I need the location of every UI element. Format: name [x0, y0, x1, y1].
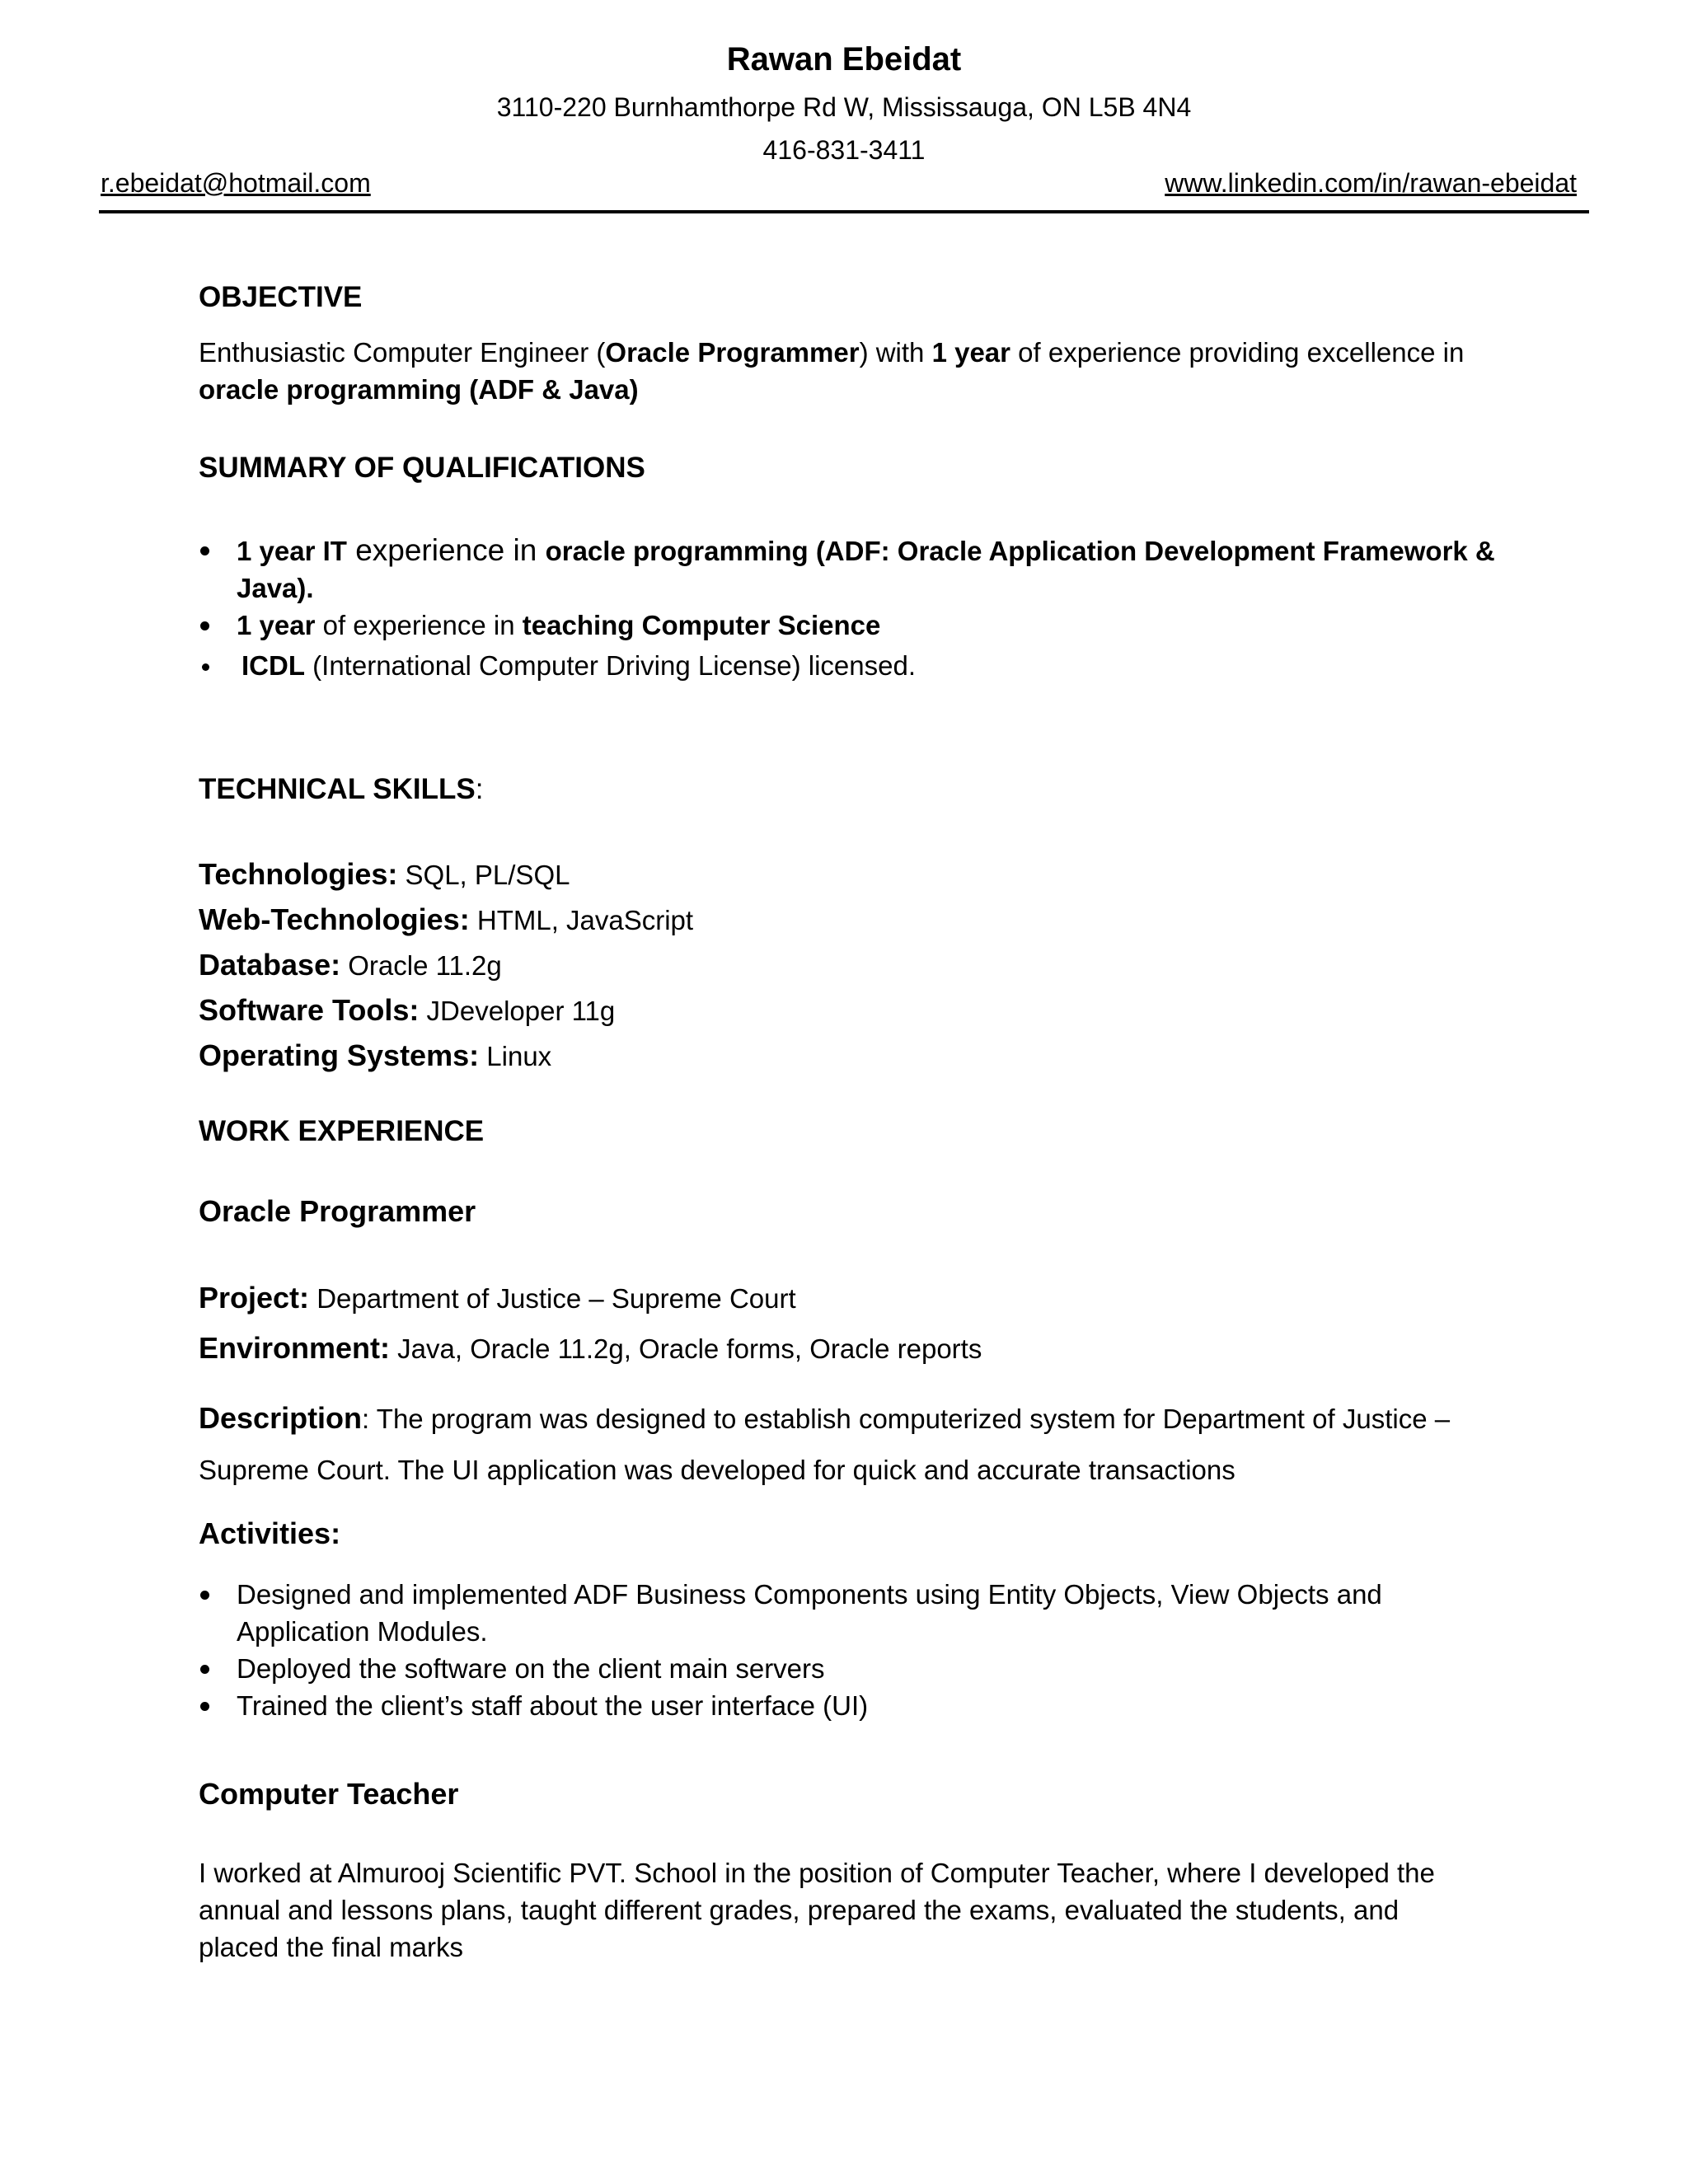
applicant-name: Rawan Ebeidat	[726, 41, 962, 77]
summary-list	[199, 532, 1501, 684]
job1-details	[199, 1273, 1501, 1374]
job-title-computer-teacher: Computer Teacher	[199, 1777, 459, 1811]
list-item: ICDL (International Computer Driving License) licensed.	[199, 647, 1501, 684]
project-line: Project: Department of Justice – Supreme Court	[199, 1281, 796, 1315]
skill-row: Web-Technologies: HTML, JavaScript	[199, 902, 694, 936]
email-link[interactable]: r.ebeidat@hotmail.com	[101, 168, 371, 198]
list-item: 1 year of experience in teaching Computer Science	[199, 607, 1501, 644]
environment-line: Environment: Java, Oracle 11.2g, Oracle forms, Oracle reports	[199, 1331, 982, 1365]
skill-row: Technologies: SQL, PL/SQL	[199, 857, 570, 891]
bullet-icon	[200, 1702, 209, 1711]
skill-row: Database: Oracle 11.2g	[199, 948, 502, 982]
work-heading: WORK EXPERIENCE	[199, 1115, 485, 1147]
bullet-icon	[202, 663, 209, 671]
bullet-icon	[200, 1591, 209, 1600]
skills-heading: TECHNICAL SKILLS:	[199, 773, 484, 805]
job-title-oracle-programmer: Oracle Programmer	[199, 1194, 476, 1228]
activities-list	[199, 1576, 1501, 1724]
activities-heading: Activities:	[199, 1516, 341, 1550]
list-item: 1 year IT experience in oracle programming (ADF: Oracle Application Development Framework & Java).	[199, 532, 1501, 607]
list-item: Trained the client’s staff about the user interface (UI)	[199, 1687, 1501, 1724]
applicant-phone: 416-831-3411	[762, 135, 926, 165]
skill-row: Software Tools: JDeveloper 11g	[199, 993, 616, 1027]
bullet-icon	[200, 621, 209, 630]
list-item: Designed and implemented ADF Business Components using Entity Objects, View Objects and Application Modules.	[199, 1576, 1501, 1650]
bullet-icon	[200, 546, 209, 555]
summary-heading: SUMMARY OF QUALIFICATIONS	[199, 452, 645, 484]
job1-description: Description: The program was designed to establish computerized system for Department of Justice – Supreme Court. The UI application was developed for quick and accurate transactions	[199, 1401, 1451, 1485]
objective-text: Enthusiastic Computer Engineer (Oracle Programmer) with 1 year of experience providing excellence in oracle programming (ADF & Java)	[199, 337, 1465, 405]
skills-list	[199, 852, 1501, 1079]
list-item: Deployed the software on the client main servers	[199, 1650, 1501, 1687]
applicant-address: 3110-220 Burnhamthorpe Rd W, Mississauga, ON L5B 4N4	[496, 92, 1192, 122]
header-divider	[99, 210, 1589, 213]
job2-description: I worked at Almurooj Scientific PVT. School in the position of Computer Teacher, where I developed the annual and lessons plans, taught different grades, prepared the exams, evaluated the students, and placed the final marks	[199, 1858, 1435, 1962]
skill-row: Operating Systems: Linux	[199, 1038, 552, 1072]
bullet-icon	[200, 1665, 209, 1674]
linkedin-link[interactable]: www.linkedin.com/in/rawan-ebeidat	[1165, 168, 1577, 198]
objective-heading: OBJECTIVE	[199, 281, 363, 313]
